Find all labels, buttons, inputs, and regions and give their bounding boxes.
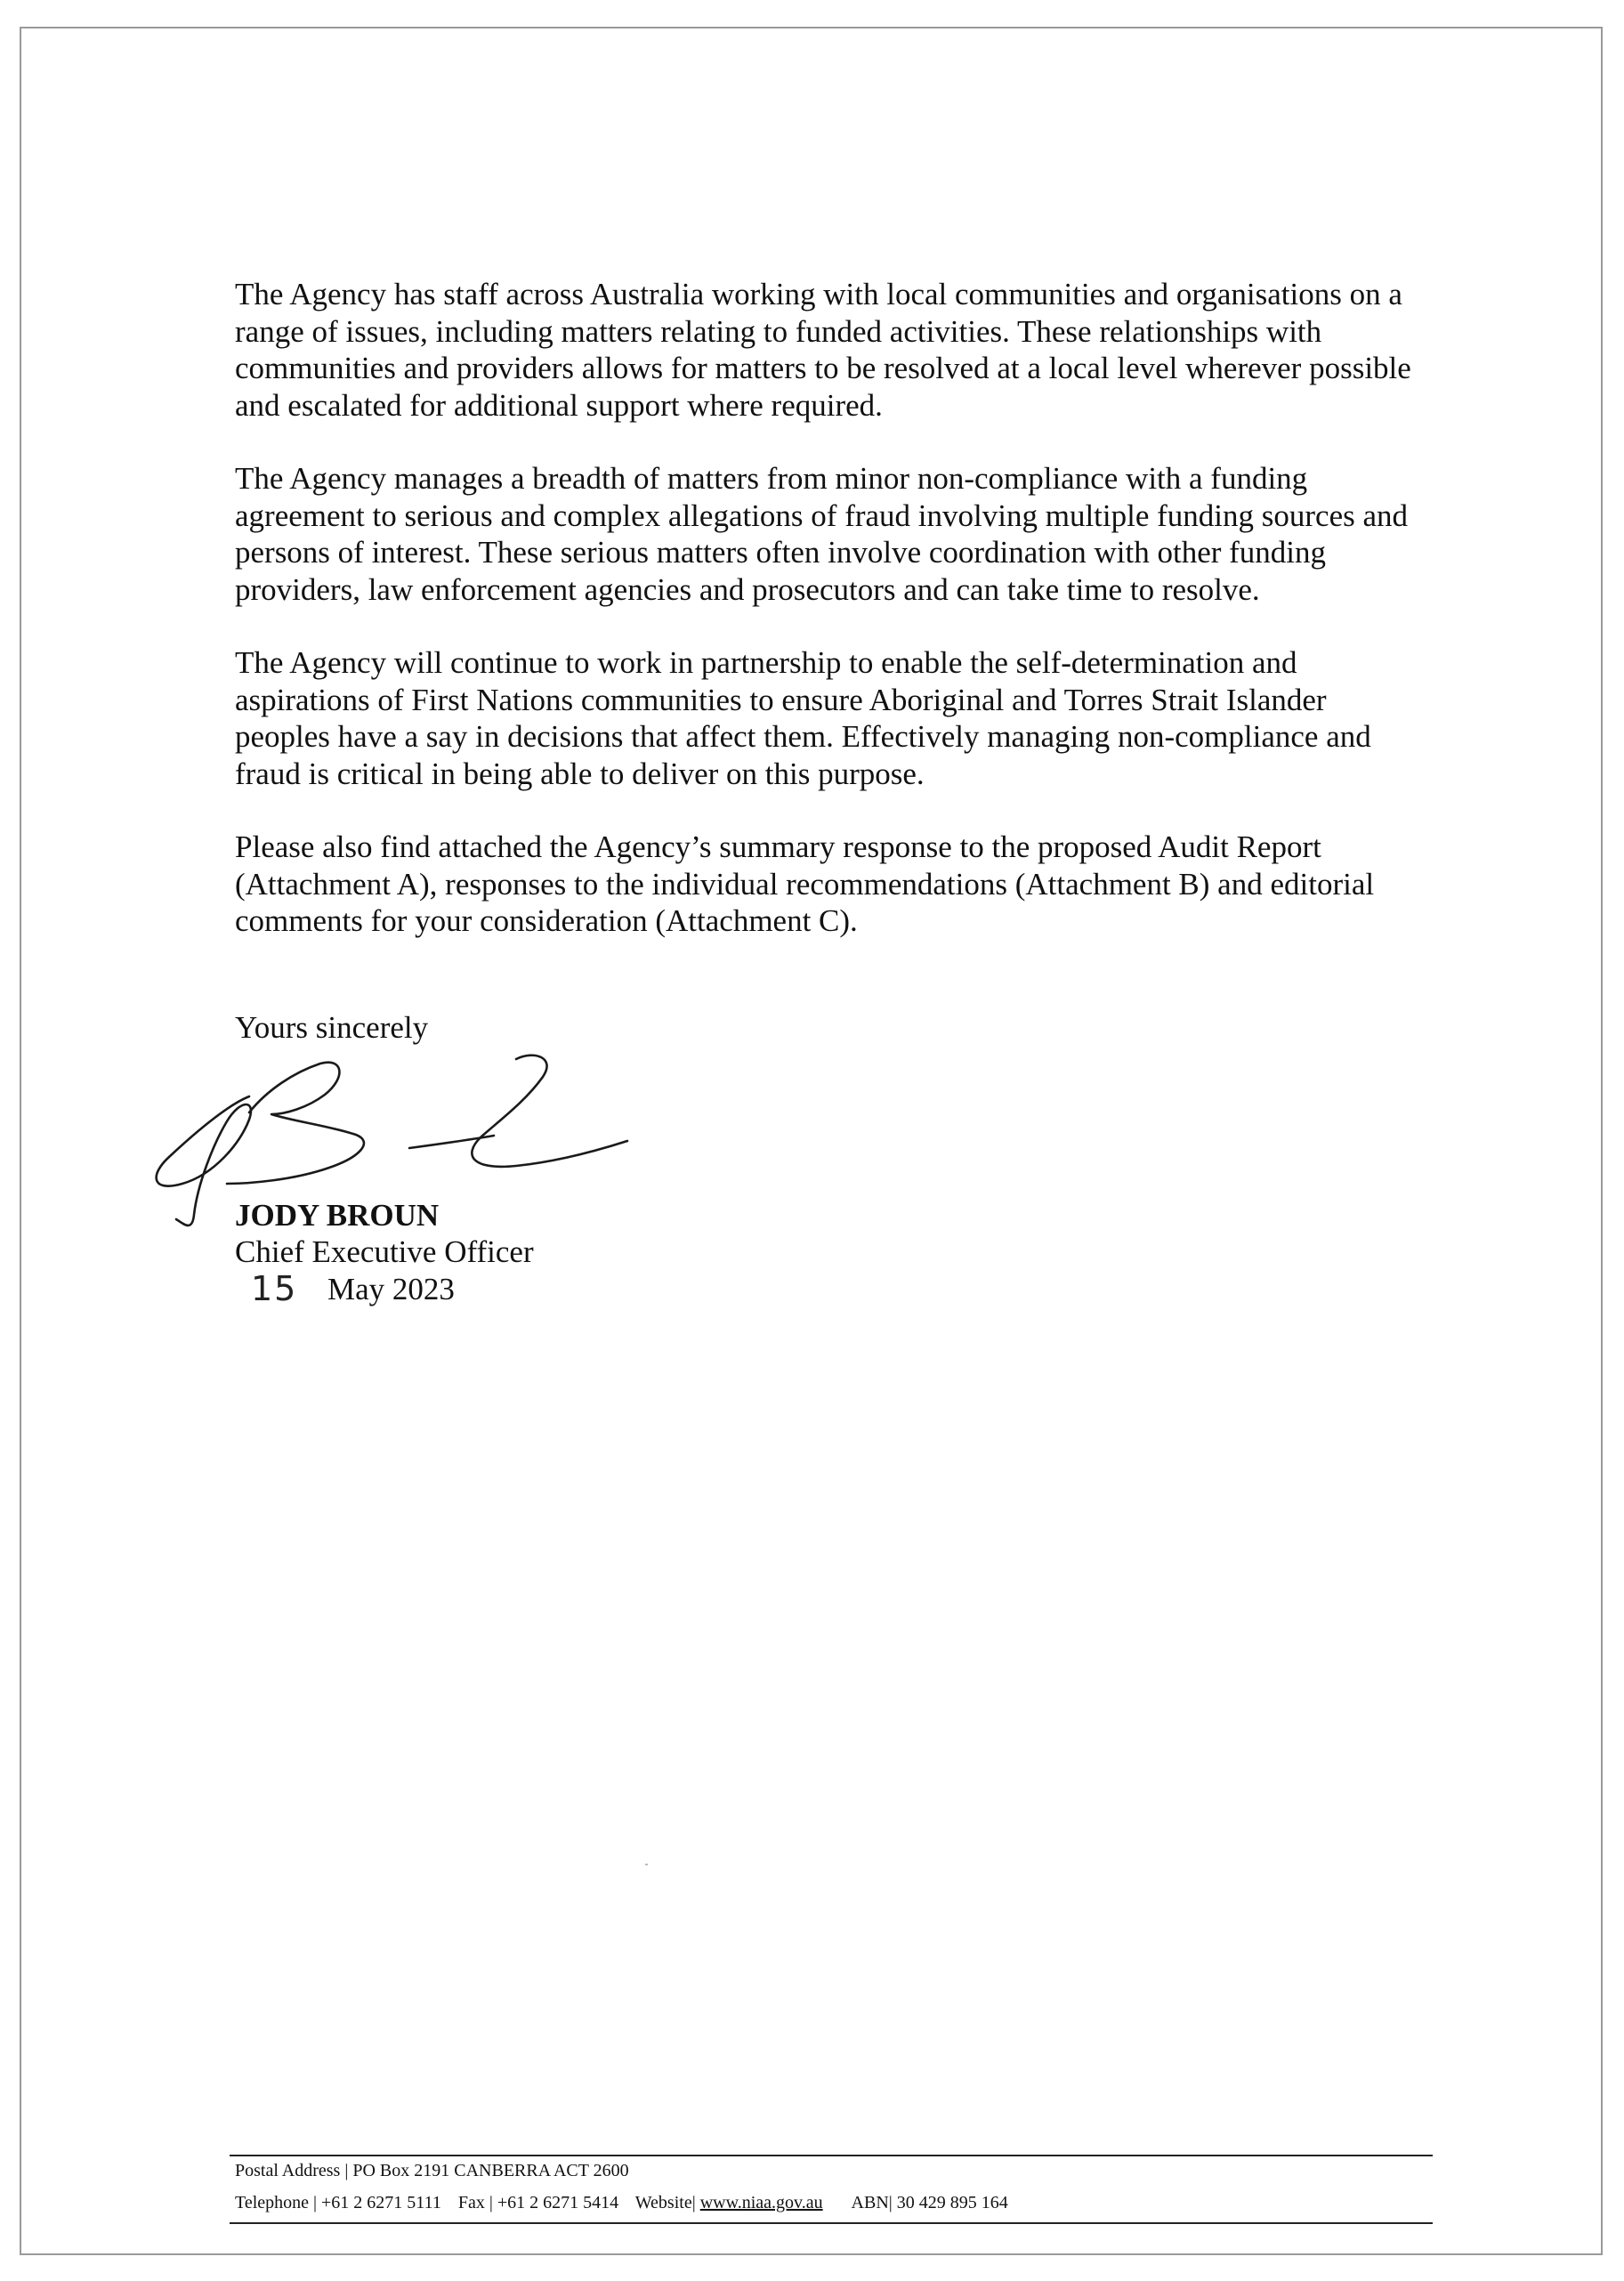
paragraph-1: The Agency has staff across Australia working with local communities and organisations on a range of issues, including matters relating to funded activities. These relationships with communities and providers allows for matters to be resolved at a local level wherever possible and escalated for additional support where required. — [235, 277, 1411, 423]
separator: | — [344, 2161, 349, 2180]
abn-label: ABN — [851, 2193, 889, 2212]
signatory-title: Chief Executive Officer — [235, 1234, 534, 1269]
footer-postal-line — [235, 2160, 629, 2181]
footer-contact-line — [235, 2192, 1008, 2213]
abn-value: 30 429 895 164 — [896, 2193, 1008, 2212]
letter-date: May 2023 — [327, 1272, 455, 1306]
website-link[interactable]: www.niaa.gov.au — [699, 2193, 823, 2212]
paragraph-4: Please also find attached the Agency’s summary response to the proposed Audit Report (Attachment A), responses to the individual recommendations (Attachment B) and editorial comments for your consideration (Attachment C). — [235, 829, 1375, 938]
fax-label: Fax — [457, 2193, 485, 2212]
telephone-label: Telephone — [235, 2193, 310, 2212]
paragraph-2: The Agency manages a breadth of matters from minor non-compliance with a funding agreement to serious and complex allegations of fraud involving multiple funding sources and persons of interest. These serious matters often involve coordination with other funding providers, law enforcement agencies and prosecutors and can take time to resolve. — [235, 461, 1409, 607]
separator: | — [489, 2193, 493, 2212]
scan-speck — [645, 1864, 648, 1865]
postal-value: PO Box 2191 CANBERRA ACT 2600 — [352, 2161, 629, 2180]
separator: | — [888, 2193, 893, 2212]
separator: | — [313, 2193, 318, 2212]
footer-bottom-rule — [230, 2222, 1433, 2224]
paragraph-3: The Agency will continue to work in partnership to enable the self-determination and aspirations of First Nations communities to ensure Aboriginal and Torres Strait Islander peoples have a say in decisions that affect them. Effectively managing non-compliance and fraud is critical in being able to deliver on this purpose. — [235, 645, 1371, 791]
signatory-name: JODY BROUN — [235, 1198, 440, 1233]
handwritten-day: 15 — [251, 1269, 298, 1308]
separator: | — [691, 2193, 696, 2212]
closing-salutation: Yours sincerely — [235, 1010, 429, 1045]
telephone-value: +61 2 6271 5111 — [321, 2193, 441, 2212]
letter-body — [235, 276, 1418, 976]
fax-value: +61 2 6271 5414 — [497, 2193, 619, 2212]
footer-top-rule — [230, 2155, 1433, 2156]
website-label: Website — [634, 2193, 692, 2212]
postal-label: Postal Address — [235, 2161, 341, 2180]
